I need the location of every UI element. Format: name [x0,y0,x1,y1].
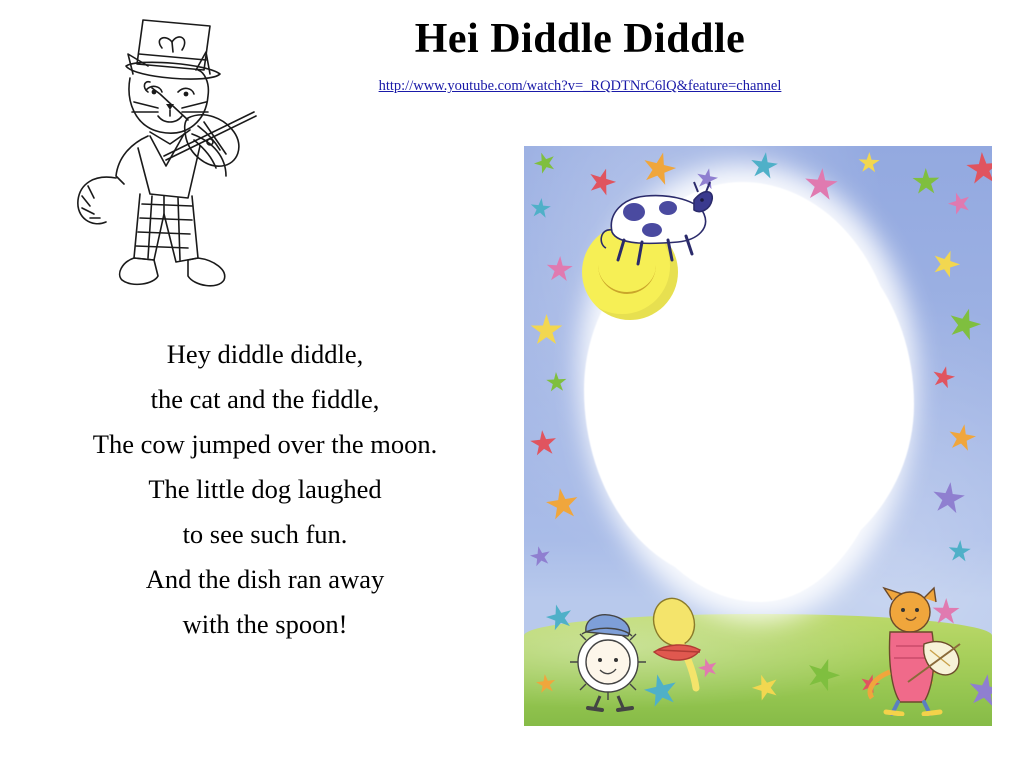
poem-line: to see such fun. [182,519,348,549]
spoon-character [644,596,714,692]
dish-character [560,604,656,714]
line-art-cat-playing-fiddle [38,8,288,308]
poem-line: The little dog laughed [148,474,382,504]
poem-line: And the dish ran away [145,564,385,594]
page-title: Hei Diddle Diddle [414,16,746,62]
cat-with-fiddle-character [850,586,970,716]
poem-line: Hey diddle diddle, [166,339,364,369]
hey-diddle-diddle-star-border-illustration [524,146,992,726]
poem-line: with the spoon! [182,609,348,639]
poem-text [20,332,510,647]
poem-line: The cow jumped over the moon. [92,429,438,459]
poem-line: the cat and the fiddle, [150,384,380,414]
cow-jumping-over-moon [594,174,718,270]
youtube-link[interactable]: http://www.youtube.com/watch?v=_RQDTNrC6lQ&feature=channel [378,78,782,94]
